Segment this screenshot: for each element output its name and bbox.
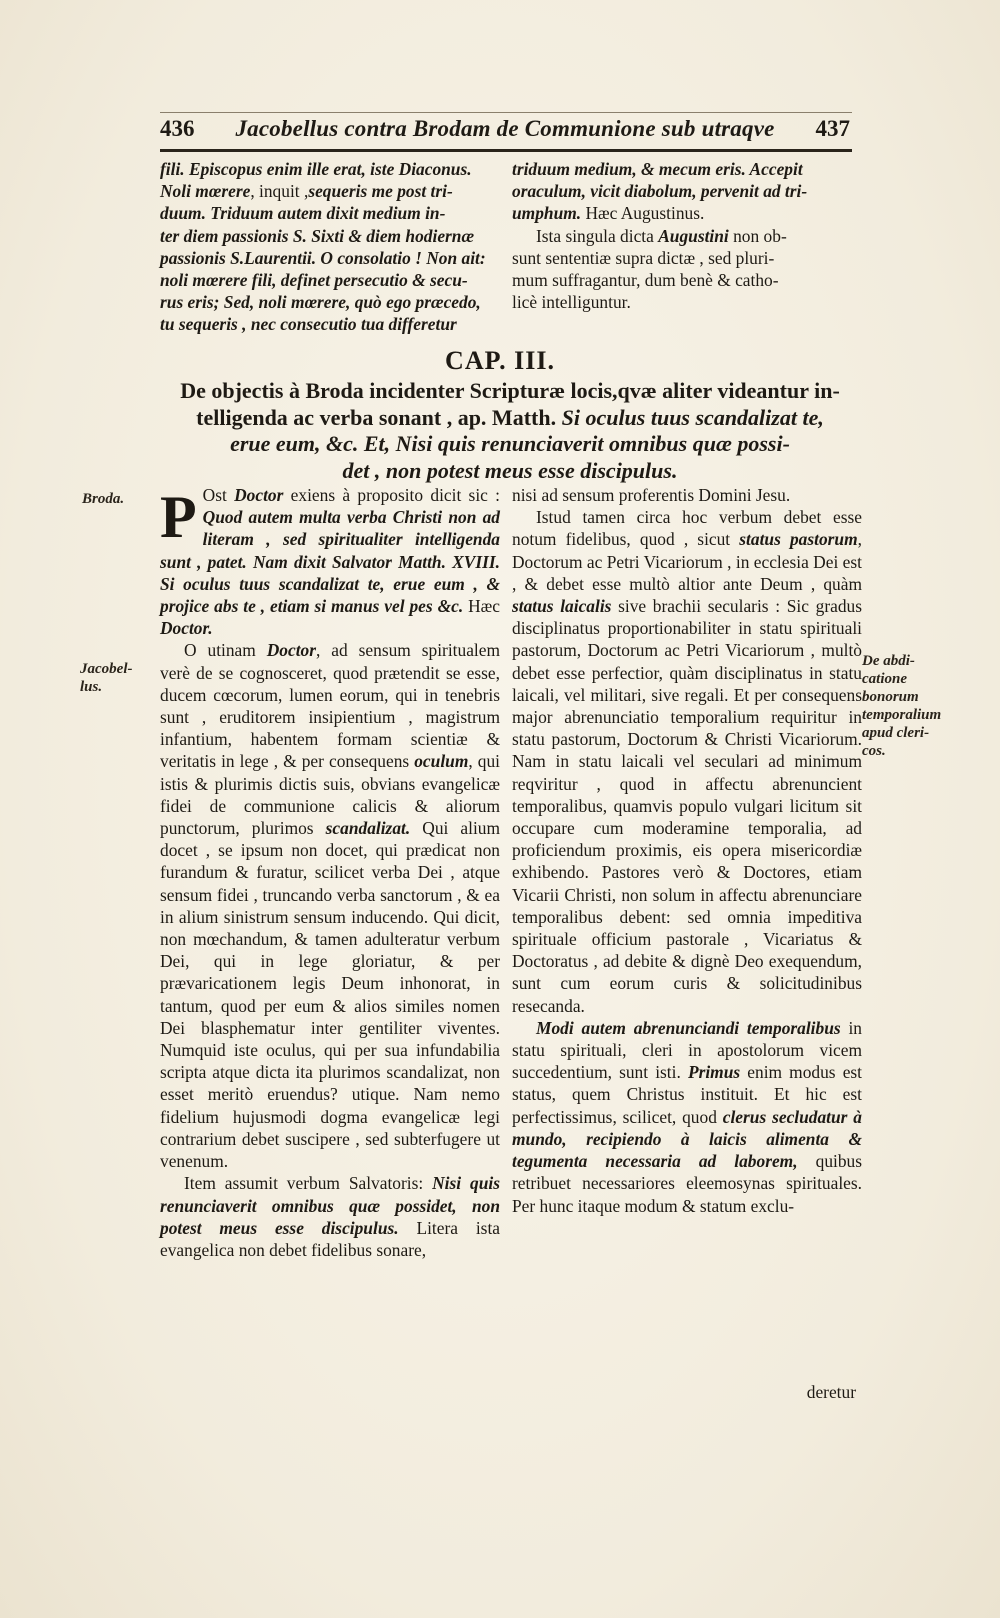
text-line: sunt sententiæ supra dictæ , sed pluri- bbox=[512, 247, 775, 268]
text-line: passionis S.Laurentii. O consolatio ! Non ait: bbox=[160, 247, 486, 268]
top-left-column bbox=[160, 158, 494, 336]
page-number-right: 437 bbox=[815, 116, 850, 141]
header-rule bbox=[160, 149, 852, 152]
margin-note-right: De abdi-catione bonorum temporalium apud cleri-cos. bbox=[862, 653, 942, 759]
text-line: oraculum, vicit diabolum, pervenit ad tri- bbox=[512, 181, 808, 202]
text-line: licè intelliguntur. bbox=[512, 292, 631, 313]
main-right-column bbox=[512, 484, 862, 1217]
top-right-column bbox=[512, 158, 856, 313]
paragraph: Modi autem abrenunciandi temporalibus in statu spirituali, cleri in apostolorum vicem succedentium, sunt isti. Primus enim modus est status, quem Christus instituit. Et hic est perfectissimus, scilicet, quod clerus secludatur à mundo, recipiendo à laicis alimenta & tegumenta necessaria ad laborem, quibus retribuet necessariores eleemosynas spirituales. Per hunc itaque modum & statum exclu- bbox=[512, 1017, 863, 1216]
page-number-left: 436 bbox=[160, 116, 195, 141]
paragraph: Item assumit verbum Salvatoris: Nisi quis renunciaverit omnibus quæ possidet, non potest meus esse discipulus. Litera ista evangelica non debet fidelibus sonare, bbox=[160, 1173, 500, 1260]
text-line: tu sequeris , nec consecutio tua differetur bbox=[160, 314, 457, 335]
catchword: deretur bbox=[806, 1382, 856, 1402]
chapter-title: De objectis à Broda incidenter Scripturæ locis,qvæ aliter videantur in- telligenda ac verba sonant , ap. Matth. Si oculus tuus scandalizat te, erue eum, &c. Et, Nisi quis renunciaverit omnibus quæ possi- det , non potest meus esse discipulus. bbox=[180, 378, 840, 483]
text-line: ter diem passionis S. Sixti & diem hodiernæ bbox=[160, 225, 475, 246]
running-title: Jacobellus contra Brodam de Communione sub utraqve bbox=[235, 116, 775, 141]
main-left-column bbox=[160, 484, 500, 1261]
text-line: umphum. Hæc Augustinus. bbox=[512, 203, 705, 224]
text-line: Ista singula dicta Augustini non ob- bbox=[536, 225, 787, 246]
text-line: triduum medium, & mecum eris. Accepit bbox=[512, 159, 803, 179]
drop-cap: P bbox=[160, 484, 197, 550]
margin-note-broda: Broda. bbox=[82, 491, 125, 507]
text-line: mum suffragantur, dum benè & catho- bbox=[512, 270, 779, 291]
text-line: fili. Episcopus enim ille erat, iste Diaconus. bbox=[160, 159, 472, 179]
text-line: noli mœrere fili, definet persecutio & secu- bbox=[160, 270, 468, 291]
paragraph: O utinam Doctor, ad sensum spiritualem verè de se cognosceret, quod prætendit se esse, ducem cœcorum, lumen eorum, qui in tenebris sunt , eruditorem insipientium , magistrum infantium, habentem formam scientiæ & veritatis in lege , & per consequens oculum, qui istis & plurimis dictis suis, obvians evangelicæ fidei de communione calicis & aliorum punctorum, plurimos scandalizat. Qui alium docet , se ipsum non docet, qui prædicat non furandum & furatur, scilicet verba Dei , atque sensum fidei , truncando verba sanctorum , & ea in alium sinistrum sensum inducendo. Qui dicit, non mœchandum, & tamen adulteratur verbum Dei, qui in lege gloriatur, & per prævaricationem legis Deum inhonorat, in tantum, quod per eum & alios similes nomen Dei blasphematur inter gentiliter viventes. Numquid iste oculus, qui per sua infundabilia scripta atque dicta ita plurimos scandalizat, non esset meritò eruendus? utique. Nam nemo fidelium hujusmodi dogma evangelicæ legi contrarium debet suscipere , sed subterfugere ut venenum. bbox=[160, 640, 500, 1172]
text-line: duum. Triduum autem dixit medium in- bbox=[160, 203, 446, 224]
top-rule bbox=[160, 112, 852, 113]
text-line: Noli mœrere, inquit ,sequeris me post tri- bbox=[160, 181, 453, 202]
text-line: rus eris; Sed, noli mœrere, quò ego præcedo, bbox=[160, 292, 481, 313]
running-header bbox=[160, 116, 850, 152]
paragraph: Istud tamen circa hoc verbum debet esse notum fidelibus, quod , sicut status pastorum, Doctorum ac Petri Vicariorum , in ecclesia Dei est , & debet esse multò altior ante Deum , quàm status laicalis sive brachii secularis : Sic gradus disciplinatus proportionabiliter in statu spirituali pastorum, Doctorum ac Petri Vicariorum , multò debet esse perfectior, quàm disciplinatus in statu laicali, vel militari, sive regali. Et per consequens major abrenunciatio temporalium requiritur in statu pastorum, Doctorum & Christi Vicariorum. Nam in statu laicali vel seculari ad minimum reqviritur , quod in affectu abrenuncient temporalibus, quamvis populo vulgari licitum sit occupare cum moderamine temporalia, ad proficiendum proximis, eis opera misericordiæ exhibendo. Pastores verò & Doctores, etiam Vicarii Christi, non solum in affectu abrenunciare temporalibus debent: sed omnia impeditiva spirituale officium pastorale , Vicariatus & Doctoratus , ad debite & dignè Deo exequendum, sunt cum eorum curis & solicitudinibus resecanda. bbox=[512, 507, 862, 1016]
margin-note-jacobellus: Jacobel-lus. bbox=[80, 661, 133, 695]
paragraph: nisi ad sensum proferentis Domini Jesu. bbox=[512, 485, 791, 505]
paragraph: P Ost Doctor exiens à proposito dicit sic : Quod autem multa verba Christi non ad literam , sed spiritualiter intelligenda sunt , patet. Nam dixit Salvator Matth. XVIII. Si oculus tuus scandalizat te, erue eum , & projice abs te , etiam si manus vel pes &c. Hæc Doctor. bbox=[160, 484, 501, 639]
chapter-heading: CAP. III. bbox=[445, 346, 555, 375]
